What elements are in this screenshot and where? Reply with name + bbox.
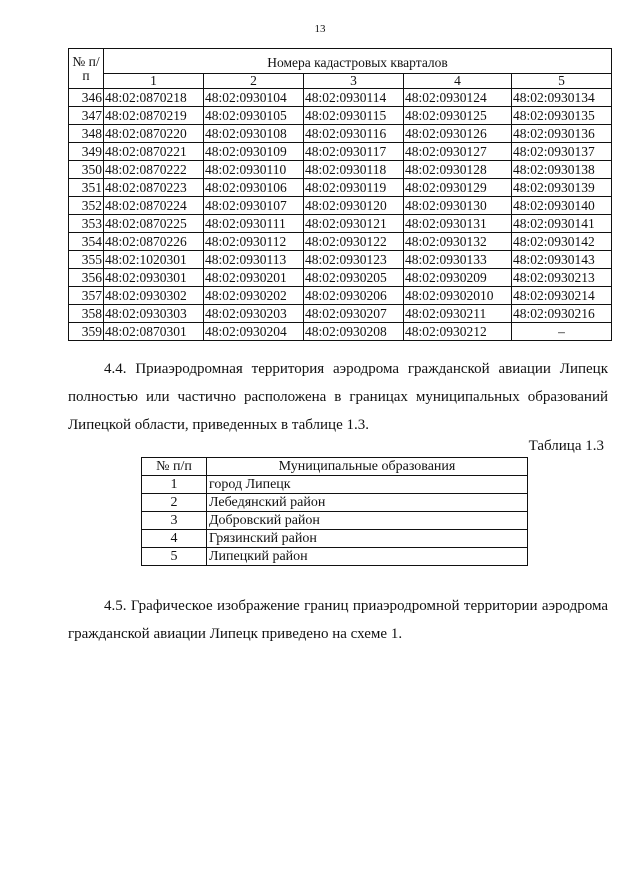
row-number-header: № п/п	[69, 49, 104, 89]
table-row	[142, 476, 528, 494]
cadastral-number-cell: 48:02:0930138	[511, 161, 611, 179]
cadastral-number-cell: 48:02:0930143	[511, 251, 611, 269]
row-number: 352	[69, 197, 104, 215]
municipal-number: 2	[142, 494, 207, 512]
cadastral-number-cell: 48:02:0870301	[104, 323, 204, 341]
row-number: 354	[69, 233, 104, 251]
municipal-number: 3	[142, 512, 207, 530]
cadastral-number-cell: 48:02:0870222	[104, 161, 204, 179]
table-row	[69, 305, 612, 323]
table-row	[142, 530, 528, 548]
row-number: 349	[69, 143, 104, 161]
column-number-cell: 3	[304, 74, 404, 89]
municipal-number-header: № п/п	[142, 458, 207, 476]
cadastral-number-cell: 48:02:0930115	[304, 107, 404, 125]
table-row	[69, 89, 612, 107]
cadastral-number-cell: 48:02:0930112	[204, 233, 304, 251]
municipal-formations-table	[141, 457, 528, 566]
cadastral-number-cell: 48:02:0930142	[511, 233, 611, 251]
municipal-name: город Липецк	[207, 476, 528, 494]
cadastral-number-cell: 48:02:0930125	[404, 107, 512, 125]
table-row	[69, 233, 612, 251]
municipal-name-header: Муниципальные образования	[207, 458, 528, 476]
cadastral-number-cell: 48:02:0930121	[304, 215, 404, 233]
municipal-name: Липецкий район	[207, 548, 528, 566]
page-number: 13	[314, 23, 326, 35]
cadastral-number-cell: 48:02:0930120	[304, 197, 404, 215]
cadastral-number-cell: 48:02:0930119	[304, 179, 404, 197]
table-row	[142, 512, 528, 530]
cadastral-number-cell: 48:02:0930212	[404, 323, 512, 341]
row-number: 350	[69, 161, 104, 179]
table-row	[142, 548, 528, 566]
cadastral-number-cell: 48:02:0930117	[304, 143, 404, 161]
row-number: 355	[69, 251, 104, 269]
cadastral-number-cell: 48:02:0930137	[511, 143, 611, 161]
cadastral-number-cell: 48:02:0870220	[104, 125, 204, 143]
column-number-row	[69, 74, 612, 89]
cadastral-number-cell: 48:02:0870225	[104, 215, 204, 233]
municipal-number: 4	[142, 530, 207, 548]
cadastral-number-cell: 48:02:0930113	[204, 251, 304, 269]
cadastral-number-cell: 48:02:0930118	[304, 161, 404, 179]
row-number: 358	[69, 305, 104, 323]
cadastral-number-cell: 48:02:0930105	[204, 107, 304, 125]
cadastral-quarters-table	[68, 48, 612, 341]
cadastral-number-cell: 48:02:0930216	[511, 305, 611, 323]
row-number: 359	[69, 323, 104, 341]
cadastral-number-cell: 48:02:0930140	[511, 197, 611, 215]
paragraph-4-4: 4.4. Приаэродромная территория аэродрома гражданской авиации Липецк полностью или частично расположена в границах муниципальных образований Липецкой области, приведенных в таблице 1.3.	[68, 361, 608, 433]
table-row	[142, 494, 528, 512]
cadastral-number-cell: 48:02:0870223	[104, 179, 204, 197]
cadastral-number-cell: 48:02:09302010	[404, 287, 512, 305]
table-row	[69, 215, 612, 233]
cadastral-number-cell: 48:02:0930204	[204, 323, 304, 341]
table-row	[69, 143, 612, 161]
cadastral-number-cell: 48:02:0930209	[404, 269, 512, 287]
cadastral-number-cell: 48:02:0930208	[304, 323, 404, 341]
cadastral-number-cell: 48:02:0930202	[204, 287, 304, 305]
municipal-number: 1	[142, 476, 207, 494]
table-row	[69, 179, 612, 197]
column-number-cell: 4	[404, 74, 512, 89]
cadastral-number-cell: 48:02:0930141	[511, 215, 611, 233]
paragraph-4-5: 4.5. Графическое изображение границ приаэродромной территории аэродрома гражданской авиации Липецк приведено на схеме 1.	[68, 598, 608, 642]
row-number: 353	[69, 215, 104, 233]
cadastral-number-cell: 48:02:0930108	[204, 125, 304, 143]
table-row	[69, 323, 612, 341]
table-row	[69, 287, 612, 305]
cadastral-number-cell: 48:02:0930110	[204, 161, 304, 179]
row-number: 357	[69, 287, 104, 305]
cadastral-number-cell: 48:02:0930303	[104, 305, 204, 323]
cadastral-table-body	[69, 89, 612, 341]
cadastral-number-cell: 48:02:0870221	[104, 143, 204, 161]
row-number: 351	[69, 179, 104, 197]
row-number: 348	[69, 125, 104, 143]
cadastral-number-cell: 48:02:0930205	[304, 269, 404, 287]
cadastral-number-cell: 48:02:0930132	[404, 233, 512, 251]
cadastral-number-cell: 48:02:0930214	[511, 287, 611, 305]
municipal-name: Грязинский район	[207, 530, 528, 548]
cadastral-number-cell: 48:02:0930104	[204, 89, 304, 107]
cadastral-number-cell: 48:02:0930107	[204, 197, 304, 215]
cadastral-number-cell: 48:02:0930136	[511, 125, 611, 143]
table-row	[69, 269, 612, 287]
cadastral-number-cell: 48:02:0930114	[304, 89, 404, 107]
column-number-cell: 2	[204, 74, 304, 89]
column-number-cell: 5	[511, 74, 611, 89]
row-number: 356	[69, 269, 104, 287]
cadastral-number-cell: –	[511, 323, 611, 341]
cadastral-number-cell: 48:02:0930134	[511, 89, 611, 107]
cadastral-number-cell: 48:02:0930135	[511, 107, 611, 125]
municipal-number: 5	[142, 548, 207, 566]
cadastral-number-cell: 48:02:0930302	[104, 287, 204, 305]
cadastral-number-cell: 48:02:0930111	[204, 215, 304, 233]
municipal-name: Лебедянский район	[207, 494, 528, 512]
cadastral-number-cell: 48:02:0930211	[404, 305, 512, 323]
cadastral-number-cell: 48:02:0930122	[304, 233, 404, 251]
table-row	[69, 125, 612, 143]
cadastral-number-cell: 48:02:0930130	[404, 197, 512, 215]
table-caption: Таблица 1.3	[528, 438, 604, 454]
cadastral-number-cell: 48:02:0930124	[404, 89, 512, 107]
table-row	[69, 197, 612, 215]
cadastral-number-cell: 48:02:0930201	[204, 269, 304, 287]
cadastral-number-cell: 48:02:0930203	[204, 305, 304, 323]
municipal-name: Добровский район	[207, 512, 528, 530]
row-number: 346	[69, 89, 104, 107]
table-row	[69, 161, 612, 179]
cadastral-number-cell: 48:02:0930129	[404, 179, 512, 197]
cadastral-number-cell: 48:02:0930213	[511, 269, 611, 287]
municipal-table-body	[142, 476, 528, 566]
cadastral-number-cell: 48:02:0930139	[511, 179, 611, 197]
cadastral-number-cell: 48:02:0930109	[204, 143, 304, 161]
cadastral-number-cell: 48:02:0930301	[104, 269, 204, 287]
cadastral-number-cell: 48:02:0930128	[404, 161, 512, 179]
cadastral-number-cell: 48:02:0930106	[204, 179, 304, 197]
cadastral-number-cell: 48:02:0930126	[404, 125, 512, 143]
cadastral-number-cell: 48:02:0870224	[104, 197, 204, 215]
cadastral-header-title: Номера кадастровых кварталов	[104, 49, 612, 74]
cadastral-number-cell: 48:02:0930206	[304, 287, 404, 305]
table-row	[69, 107, 612, 125]
cadastral-number-cell: 48:02:0930116	[304, 125, 404, 143]
cadastral-number-cell: 48:02:0870226	[104, 233, 204, 251]
cadastral-number-cell: 48:02:0930131	[404, 215, 512, 233]
cadastral-number-cell: 48:02:1020301	[104, 251, 204, 269]
cadastral-number-cell: 48:02:0930123	[304, 251, 404, 269]
cadastral-number-cell: 48:02:0870219	[104, 107, 204, 125]
table-row	[69, 251, 612, 269]
row-number: 347	[69, 107, 104, 125]
cadastral-number-cell: 48:02:0930127	[404, 143, 512, 161]
cadastral-number-cell: 48:02:0930133	[404, 251, 512, 269]
column-number-cell: 1	[104, 74, 204, 89]
cadastral-number-cell: 48:02:0930207	[304, 305, 404, 323]
cadastral-number-cell: 48:02:0870218	[104, 89, 204, 107]
